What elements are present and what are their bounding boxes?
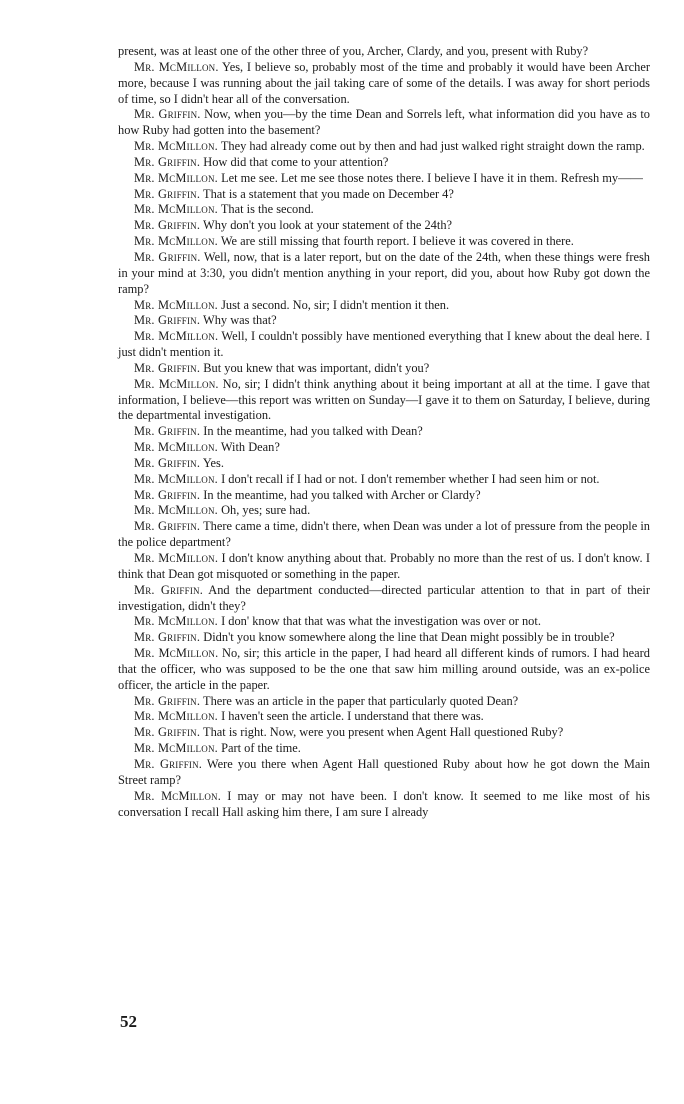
paragraph-text: Why don't you look at your statement of the 24th? xyxy=(203,218,453,233)
speaker-label: Mr. McMillon. xyxy=(134,440,218,455)
speaker-label: Mr. Griffin. xyxy=(134,154,201,169)
transcript-paragraph xyxy=(118,377,650,425)
speaker-label: Mr. McMillon. xyxy=(134,503,218,518)
transcript-paragraph xyxy=(118,155,650,171)
transcript-paragraph xyxy=(118,313,650,329)
speaker-label: Mr. McMillon. xyxy=(134,376,219,391)
transcript-paragraph xyxy=(118,361,650,377)
transcript-paragraph xyxy=(118,757,650,789)
speaker-label: Mr. McMillon. xyxy=(134,551,219,565)
paragraph-text: In the meantime, had you talked with Dean? xyxy=(203,424,423,439)
transcript-paragraph xyxy=(118,694,650,710)
paragraph-text: Part of the time. xyxy=(221,741,301,756)
paragraph-text: I may or may not have been. I don't know. It seemed to me like most of his conversation I recall Hall asking him there, I am sure I already xyxy=(118,788,650,819)
paragraph-text: I don't know anything about that. Probably no more than the rest of us. I don't know. I think that Dean got misquoted or something in the paper. xyxy=(118,551,650,581)
paragraph-text: Well, now, that is a later report, but on the date of the 24th, when these things were fresh in your mind at 3:30, you didn't mention anything in your report, did you, about how Ruby got down the ramp? xyxy=(118,249,650,296)
speaker-label: Mr. Griffin. xyxy=(134,186,201,201)
transcript-paragraph xyxy=(118,440,650,456)
speaker-label: Mr. McMillon. xyxy=(134,234,218,249)
transcript-paragraph xyxy=(118,741,650,757)
transcript-paragraph xyxy=(118,551,650,583)
paragraph-text: I don't recall if I had or not. I don't remember whether I had seen him or not. xyxy=(221,471,600,486)
paragraph-text: Why was that? xyxy=(203,313,277,328)
transcript-paragraph xyxy=(118,139,650,155)
transcript-body xyxy=(118,44,650,820)
speaker-label: Mr. McMillon. xyxy=(134,741,218,756)
speaker-label: Mr. McMillon. xyxy=(134,788,222,803)
speaker-label: Mr. Griffin. xyxy=(134,424,201,439)
transcript-paragraph xyxy=(118,709,650,725)
speaker-label: Mr. McMillon. xyxy=(134,614,218,629)
transcript-paragraph xyxy=(118,60,650,108)
speaker-label: Mr. Griffin. xyxy=(134,756,203,771)
paragraph-text: Oh, yes; sure had. xyxy=(221,503,311,518)
speaker-label: Mr. McMillon. xyxy=(134,170,218,185)
paragraph-text: present, was at least one of the other three of you, Archer, Clardy, and you, present with Ruby? xyxy=(118,44,589,58)
paragraph-text: There was an article in the paper that particularly quoted Dean? xyxy=(203,693,519,708)
speaker-label: Mr. McMillon. xyxy=(134,329,219,344)
speaker-label: Mr. Griffin. xyxy=(134,693,201,708)
transcript-paragraph xyxy=(118,583,650,615)
transcript-paragraph xyxy=(118,519,650,551)
speaker-label: Mr. McMillon. xyxy=(134,646,219,661)
speaker-label: Mr. Griffin. xyxy=(134,313,201,328)
transcript-paragraph xyxy=(118,472,650,488)
paragraph-text: Let me see. Let me see those notes there. I believe I have it in them. Refresh my—— xyxy=(221,170,643,185)
paragraph-text: Now, when you—by the time Dean and Sorrels left, what information did you have as to how Ruby had gotten into the basement? xyxy=(118,107,651,138)
speaker-label: Mr. Griffin. xyxy=(134,455,201,470)
paragraph-text: No, sir; I didn't think anything about it being important at all at the time. I gave that information, I believe—this report was written on Sunday—I gave it to them on Saturday, I believe, during the departmental investigation. xyxy=(118,376,651,423)
transcript-paragraph xyxy=(118,424,650,440)
transcript-paragraph xyxy=(118,646,650,694)
paragraph-text: That is right. Now, were you present when Agent Hall questioned Ruby? xyxy=(203,725,564,740)
transcript-paragraph xyxy=(118,202,650,218)
paragraph-text: Well, I couldn't possibly have mentioned everything that I knew about the deal here. I just didn't mention it. xyxy=(118,329,650,360)
transcript-paragraph xyxy=(118,488,650,504)
paragraph-text: Didn't you know somewhere along the line that Dean might possibly be in trouble? xyxy=(203,630,615,645)
paragraph-text: That is a statement that you made on December 4? xyxy=(203,186,454,201)
speaker-label: Mr. Griffin. xyxy=(134,582,204,597)
paragraph-text: I haven't seen the article. I understand that there was. xyxy=(221,709,484,724)
transcript-paragraph xyxy=(118,329,650,361)
speaker-label: Mr. Griffin. xyxy=(134,107,201,122)
speaker-label: Mr. Griffin. xyxy=(134,487,201,502)
speaker-label: Mr. Griffin. xyxy=(134,360,201,375)
speaker-label: Mr. McMillon. xyxy=(134,139,218,154)
paragraph-text: How did that come to your attention? xyxy=(203,154,389,169)
paragraph-text: We are still missing that fourth report. I believe it was covered in there. xyxy=(220,234,574,249)
speaker-label: Mr. McMillon. xyxy=(134,471,218,486)
speaker-label: Mr. McMillon. xyxy=(134,202,218,217)
transcript-paragraph xyxy=(118,298,650,314)
paragraph-text: And the department conducted—directed particular attention to that in part of their investigation, didn't they? xyxy=(118,582,651,613)
transcript-paragraph xyxy=(118,171,650,187)
paragraph-text: No, sir; this article in the paper, I had heard all different kinds of rumors. I had heard that the officer, who was supposed to be the one that saw him milling around outside, was an ex-police officer, the article in the paper. xyxy=(118,646,650,692)
paragraph-text: In the meantime, had you talked with Archer or Clardy? xyxy=(203,487,481,502)
transcript-paragraph xyxy=(118,44,650,60)
transcript-paragraph xyxy=(118,187,650,203)
transcript-paragraph xyxy=(118,614,650,630)
paragraph-text: With Dean? xyxy=(220,440,280,455)
transcript-paragraph xyxy=(118,725,650,741)
paragraph-text: That is the second. xyxy=(220,202,314,217)
speaker-label: Mr. Griffin. xyxy=(134,630,201,645)
paragraph-text: They had already come out by then and had just walked right straight down the ramp. xyxy=(220,139,645,154)
paragraph-text: There came a time, didn't there, when Dean was under a lot of pressure from the people in the police department? xyxy=(118,519,650,550)
speaker-label: Mr. Griffin. xyxy=(134,725,201,740)
speaker-label: Mr. Griffin. xyxy=(134,519,201,534)
transcript-paragraph xyxy=(118,234,650,250)
paragraph-text: Just a second. No, sir; I didn't mention it then. xyxy=(221,297,450,312)
speaker-label: Mr. McMillon. xyxy=(134,297,218,312)
transcript-paragraph xyxy=(118,250,650,298)
paragraph-text: I don' know that that was what the investigation was over or not. xyxy=(221,614,541,629)
paragraph-text: Yes. xyxy=(202,455,224,470)
transcript-paragraph xyxy=(118,107,650,139)
transcript-paragraph xyxy=(118,503,650,519)
paragraph-text: But you knew that was important, didn't you? xyxy=(203,360,430,375)
transcript-paragraph xyxy=(118,218,650,234)
transcript-paragraph xyxy=(118,630,650,646)
paragraph-text: Yes, I believe so, probably most of the time and probably it would have been Archer more, because I was running about the jail taking care of some of the details. I was away for short periods of time, so I didn't hear all of the conversation. xyxy=(118,59,650,106)
speaker-label: Mr. Griffin. xyxy=(134,218,201,233)
transcript-paragraph xyxy=(118,789,650,821)
speaker-label: Mr. McMillon. xyxy=(134,59,219,74)
transcript-paragraph xyxy=(118,456,650,472)
paragraph-text: Were you there when Agent Hall questioned Ruby about how he got down the Main Street ramp? xyxy=(118,756,651,787)
speaker-label: Mr. McMillon. xyxy=(134,709,218,724)
speaker-label: Mr. Griffin. xyxy=(134,249,201,264)
page-number: 52 xyxy=(120,1012,137,1031)
